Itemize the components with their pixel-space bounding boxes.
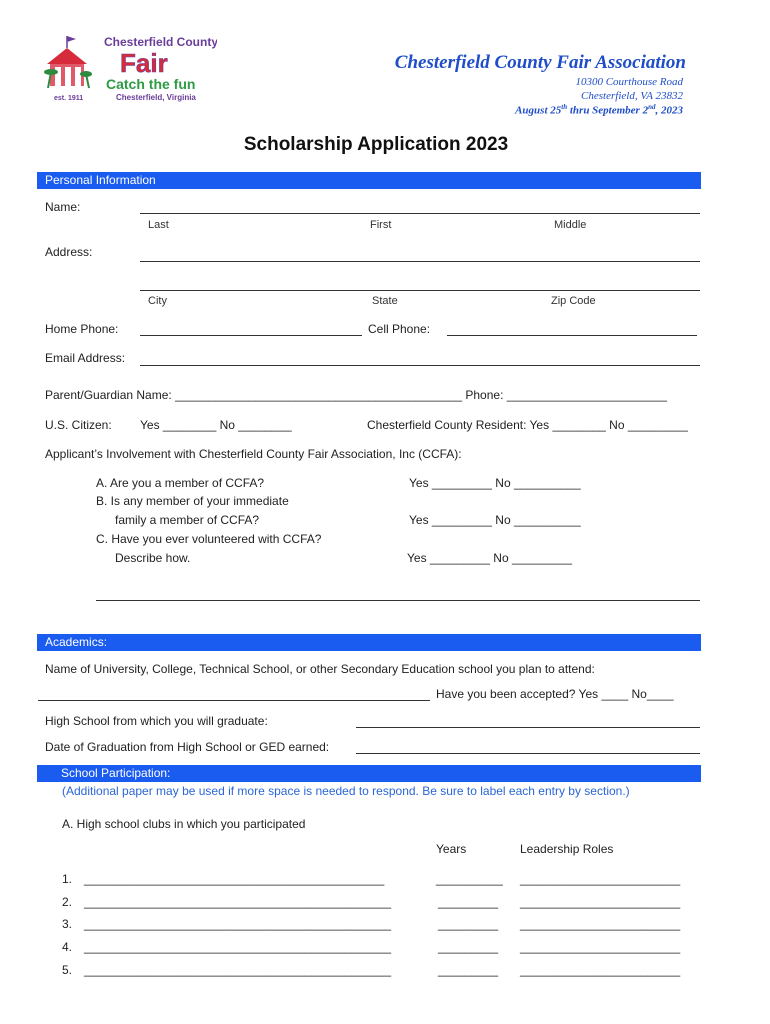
club-field[interactable]: ______________________________________________: [84, 917, 391, 931]
involvement-heading: Applicant’s Involvement with Chesterfield County Fair Association, Inc (CCFA):: [45, 447, 462, 461]
address-field-line1[interactable]: [140, 261, 700, 262]
accepted-yes-no[interactable]: Have you been accepted? Yes ____ No____: [436, 687, 674, 701]
school-question: Name of University, College, Technical School, or other Secondary Education school you plan to attend:: [45, 662, 595, 676]
cell-phone-label: Cell Phone:: [368, 322, 431, 336]
middle-caption: Middle: [554, 219, 587, 231]
roles-column-header: Leadership Roles: [520, 842, 614, 856]
org-name: Chesterfield County Fair Association: [394, 52, 686, 73]
graduation-field[interactable]: [356, 753, 700, 754]
answer-c-yes-no[interactable]: Yes _________ No _________: [407, 551, 573, 565]
roles-field[interactable]: ________________________: [520, 963, 681, 977]
club-field[interactable]: ______________________________________________: [84, 895, 391, 909]
years-column-header: Years: [436, 842, 467, 856]
logo-main-text: Fair: [120, 48, 168, 78]
roles-field[interactable]: ________________________: [520, 940, 681, 954]
answer-a-yes-no[interactable]: Yes _________ No __________: [409, 476, 581, 490]
years-field[interactable]: _________: [438, 940, 499, 954]
question-c-line2: Describe how.: [115, 551, 191, 565]
row-number: 5.: [62, 963, 73, 977]
question-b-line1: B. Is any member of your immediate: [96, 494, 289, 508]
home-phone-label: Home Phone:: [45, 322, 119, 336]
email-field[interactable]: [140, 365, 700, 366]
answer-b-yes-no[interactable]: Yes _________ No __________: [409, 513, 581, 527]
club-field[interactable]: ______________________________________________: [84, 940, 391, 954]
describe-field[interactable]: [96, 600, 700, 601]
question-c-line1: C. Have you ever volunteered with CCFA?: [96, 532, 322, 546]
roles-field[interactable]: ________________________: [520, 872, 681, 886]
high-school-label: High School from which you will graduate:: [45, 714, 268, 728]
logo-est: est. 1911: [54, 95, 84, 102]
resident-yes-no[interactable]: Chesterfield County Resident: Yes ________ No _________: [367, 418, 688, 432]
email-label: Email Address:: [45, 351, 126, 365]
section-participation-heading: School Participation:: [37, 765, 701, 782]
years-field[interactable]: _________: [438, 917, 499, 931]
home-phone-field[interactable]: [140, 335, 362, 336]
section-academics-heading: Academics:: [37, 634, 701, 651]
first-caption: First: [370, 219, 392, 231]
address-field-line2[interactable]: [140, 290, 700, 291]
question-b-line2: family a member of CCFA?: [115, 513, 260, 527]
roles-field[interactable]: ________________________: [520, 895, 681, 909]
graduation-label: Date of Graduation from High School or GED earned:: [45, 740, 330, 754]
club-field[interactable]: _____________________________________________: [84, 872, 385, 886]
name-label: Name:: [45, 200, 81, 214]
question-a: A. Are you a member of CCFA?: [96, 476, 265, 490]
logo-tagline: Catch the fun: [106, 76, 196, 92]
page-title: Scholarship Application 2023: [243, 134, 509, 155]
org-address-line2: Chesterfield, VA 23832: [581, 90, 683, 102]
logo-location: Chesterfield, Virginia: [116, 93, 196, 102]
row-number: 4.: [62, 940, 73, 954]
fair-logo: [42, 34, 217, 106]
fair-dates: August 25th thru September 2nd, 2023: [515, 103, 683, 117]
participation-note: (Additional paper may be used if more space is needed to respond. Be sure to label each entry by section.): [62, 784, 630, 798]
years-field[interactable]: _________: [438, 963, 499, 977]
last-caption: Last: [148, 219, 169, 231]
section-personal-heading: Personal Information: [37, 172, 701, 189]
logo-top-text: Chesterfield County: [104, 35, 217, 49]
school-name-field[interactable]: [38, 700, 430, 701]
row-number: 3.: [62, 917, 73, 931]
citizen-yes-no[interactable]: Yes ________ No ________: [140, 418, 292, 432]
cell-phone-field[interactable]: [447, 335, 697, 336]
years-field[interactable]: __________: [436, 872, 503, 886]
org-address-line1: 10300 Courthouse Road: [575, 76, 683, 88]
address-label: Address:: [45, 245, 93, 259]
row-number: 2.: [62, 895, 73, 909]
zip-caption: Zip Code: [551, 295, 596, 307]
clubs-heading: A. High school clubs in which you participated: [62, 817, 306, 831]
high-school-field[interactable]: [356, 727, 700, 728]
parent-guardian-line[interactable]: Parent/Guardian Name: ___________________________________________ Phone: ________________________: [45, 388, 667, 402]
roles-field[interactable]: ________________________: [520, 917, 681, 931]
city-caption: City: [148, 295, 167, 307]
name-field[interactable]: [140, 213, 700, 214]
citizen-label: U.S. Citizen:: [45, 418, 112, 432]
club-field[interactable]: ______________________________________________: [84, 963, 391, 977]
row-number: 1.: [62, 872, 73, 886]
state-caption: State: [372, 295, 398, 307]
years-field[interactable]: _________: [438, 895, 499, 909]
